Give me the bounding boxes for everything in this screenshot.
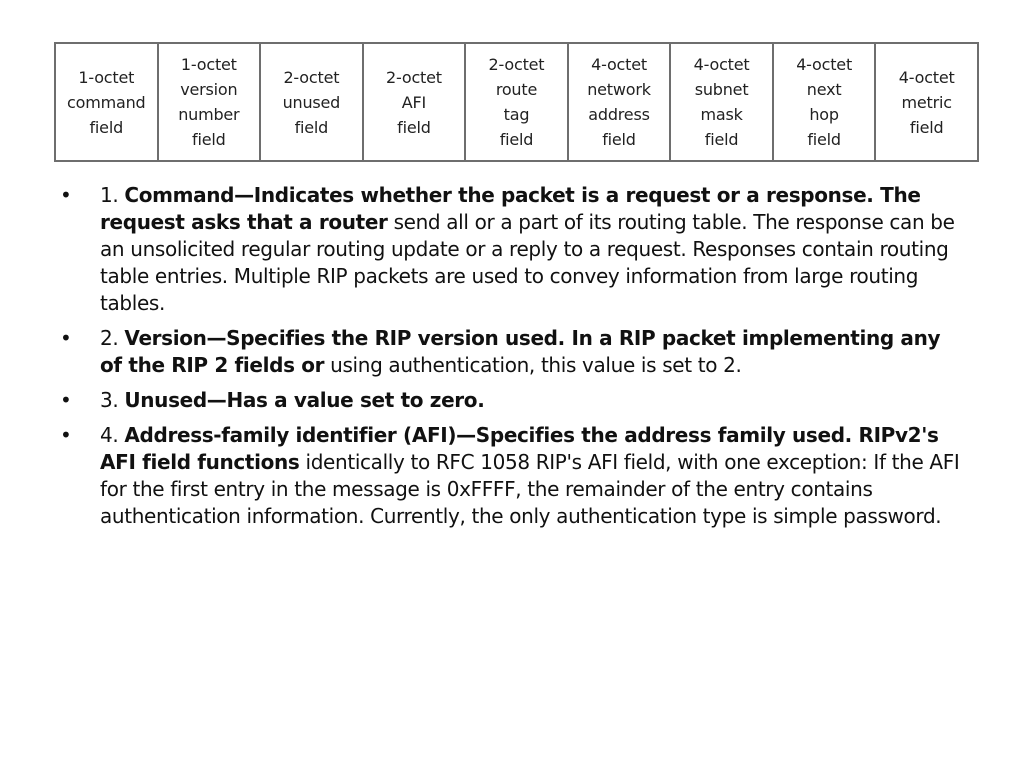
cell-line: 1-octet: [180, 55, 237, 74]
bullet-bold-text: Command—Indicates whether the packet is a request or a response. The request asks that a router: [100, 183, 921, 234]
cell-line: command: [67, 92, 146, 112]
cell-line: route: [495, 80, 538, 99]
cell-line: 2-octet: [386, 67, 442, 87]
cell-line: tag: [503, 105, 530, 124]
cell-line: field: [192, 130, 226, 149]
packet-fields-row: [55, 43, 978, 161]
cell-line: 4-octet: [796, 55, 853, 74]
cell-line: number: [178, 105, 240, 124]
bullet-text: using authentication, this value is set to 2.: [330, 353, 742, 377]
cell-line: field: [294, 117, 329, 137]
cell-line: field: [704, 130, 739, 149]
metric-field-cell: [875, 43, 978, 161]
bullet-bold-text: Unused—Has a value set to zero.: [124, 388, 485, 412]
cell-line: field: [909, 117, 944, 137]
bullet-unused: [60, 387, 965, 414]
bullet-version: [60, 325, 965, 379]
rip-packet-format-diagram: [54, 42, 979, 162]
bullet-icon: •: [60, 326, 72, 350]
route-tag-field-cell: [465, 43, 568, 161]
cell-line: version: [180, 80, 238, 99]
bullet-icon: •: [60, 183, 72, 207]
bullet-icon: •: [60, 423, 72, 447]
bullet-number: 3.: [100, 388, 119, 412]
cell-line: 2-octet: [283, 67, 340, 87]
bullet-bold-text: Version—Specifies the RIP version used. In a RIP packet implementing any of the RIP 2 fields or: [100, 326, 941, 377]
network-address-field-cell: [568, 43, 671, 161]
bullet-bold-text: Address-family identifier (AFI)—Specifies the address family used. RIPv2's AFI field functions: [100, 423, 939, 474]
bullet-number: 2.: [100, 326, 119, 350]
cell-line: next: [806, 80, 842, 99]
cell-line: hop: [809, 105, 839, 124]
cell-line: field: [807, 130, 841, 149]
cell-line: metric: [901, 92, 952, 112]
cell-line: address: [588, 105, 650, 124]
bullet-text: send all or a part of its routing table. The response can be an unsolicited regular routing update or a reply to a request. Responses contain routing table entries. Multiple RIP packets are used to convey information from large routing tables.: [100, 210, 955, 315]
bullet-number: 4.: [100, 423, 119, 447]
version-field-cell: [158, 43, 261, 161]
cell-line: 4-octet: [591, 55, 647, 74]
command-field-cell: [55, 43, 158, 161]
afi-field-cell: [363, 43, 466, 161]
cell-line: 4-octet: [898, 67, 955, 87]
cell-line: field: [397, 117, 431, 137]
next-hop-field-cell: [773, 43, 876, 161]
cell-line: network: [587, 80, 651, 99]
cell-line: 1-octet: [78, 67, 135, 87]
subnet-mask-field-cell: [670, 43, 773, 161]
cell-line: field: [89, 117, 124, 137]
cell-line: subnet: [694, 80, 749, 99]
cell-line: field: [499, 130, 534, 149]
unused-field-cell: [260, 43, 363, 161]
bullet-icon: •: [60, 388, 72, 412]
bullet-afi: [60, 422, 965, 530]
field-descriptions-list: [60, 182, 965, 538]
bullet-number: 1.: [100, 183, 119, 207]
cell-line: 4-octet: [693, 55, 750, 74]
cell-line: unused: [282, 92, 341, 112]
bullet-command: [60, 182, 965, 317]
cell-line: field: [602, 130, 636, 149]
bullet-text: identically to RFC 1058 RIP's AFI field, with one exception: If the AFI for the first entry in the message is 0xFFFF, the remainder of the entry contains authentication information. Currently, the only authentication type is simple password.: [100, 450, 960, 528]
cell-line: AFI: [401, 92, 427, 112]
cell-line: 2-octet: [488, 55, 545, 74]
cell-line: mask: [700, 105, 743, 124]
